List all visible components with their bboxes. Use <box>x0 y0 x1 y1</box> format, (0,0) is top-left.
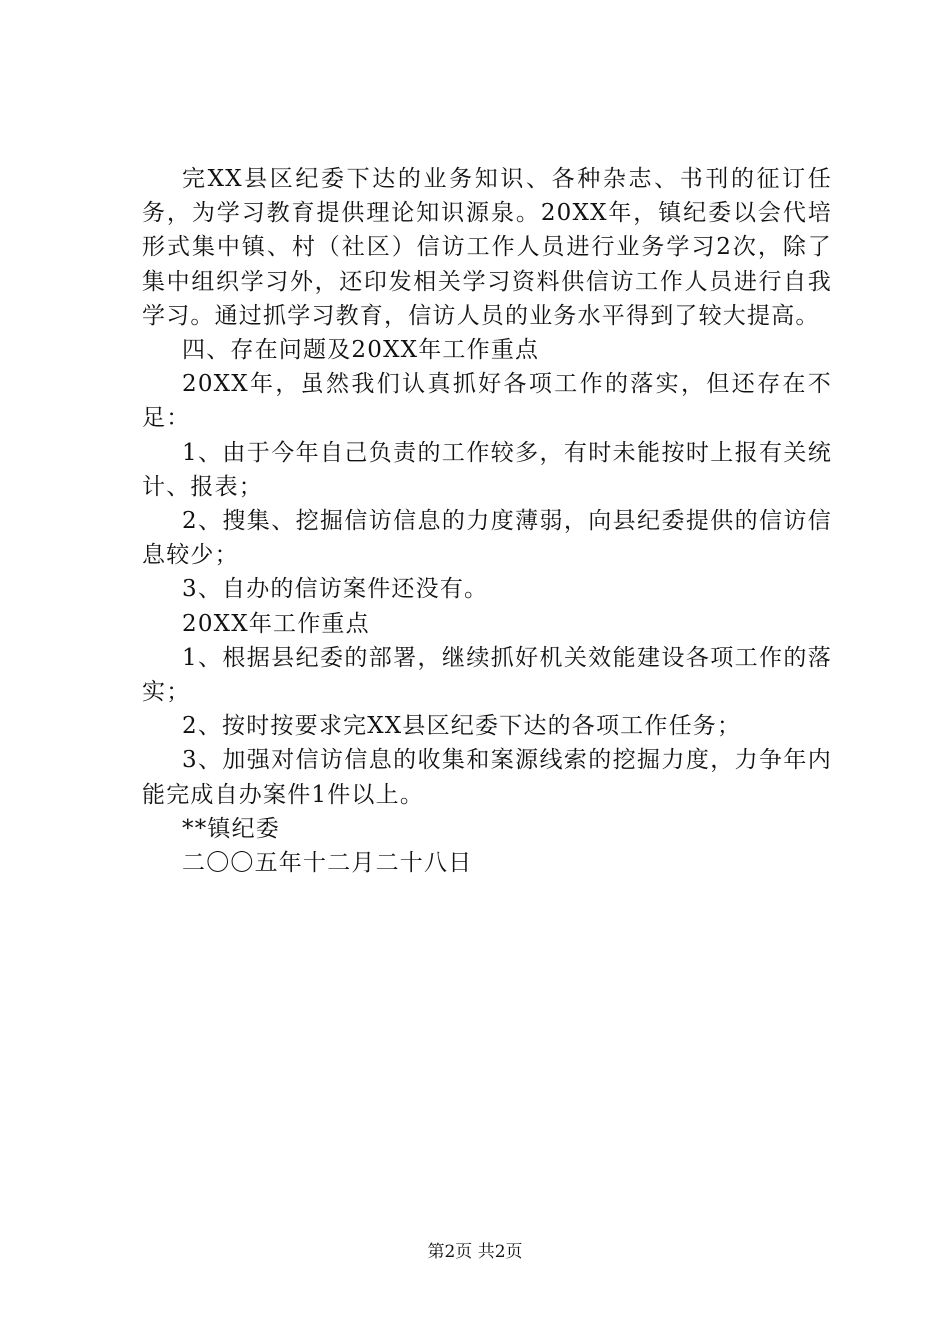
document-body <box>142 162 832 880</box>
section-heading-problems: 四、存在问题及20XX年工作重点 <box>182 337 540 364</box>
page-number-footer: 第2页 共2页 <box>427 1242 523 1262</box>
list-item-shortcoming-3: 3、自办的信访案件还没有。 <box>182 576 489 603</box>
paragraph-study-education: 完XX县区纪委下达的业务知识、各种杂志、书刊的征订任务，为学习教育提供理论知识源泉。20XX年，镇纪委以会代培形式集中镇、村（社区）信访工作人员进行业务学习2次，除了集中组织学习外，还印发相关学习资料供信访工作人员进行自我学习。通过抓学习教育，信访人员的业务水平得到了较大提高。 <box>142 166 832 329</box>
list-item-focus-2: 2、按时按要求完XX县区纪委下达的各项工作任务； <box>182 713 742 740</box>
paragraph-shortcomings-intro: 20XX年，虽然我们认真抓好各项工作的落实，但还存在不足： <box>142 371 832 432</box>
list-item-shortcoming-2: 2、搜集、挖掘信访信息的力度薄弱，向县纪委提供的信访信息较少； <box>142 508 832 569</box>
list-item-focus-1: 1、根据县纪委的部署，继续抓好机关效能建设各项工作的落实； <box>142 644 832 706</box>
signature-date: 二〇〇五年十二月二十八日 <box>182 850 473 877</box>
signature-organization: **镇纪委 <box>182 815 280 842</box>
list-item-shortcoming-1: 1、由于今年自己负责的工作较多，有时未能按时上报有关统计、报表； <box>142 439 832 500</box>
list-item-focus-3: 3、加强对信访信息的收集和案源线索的挖掘力度，力争年内能完成自办案件1件以上。 <box>142 747 832 808</box>
subheading-work-focus: 20XX年工作重点 <box>182 610 370 637</box>
